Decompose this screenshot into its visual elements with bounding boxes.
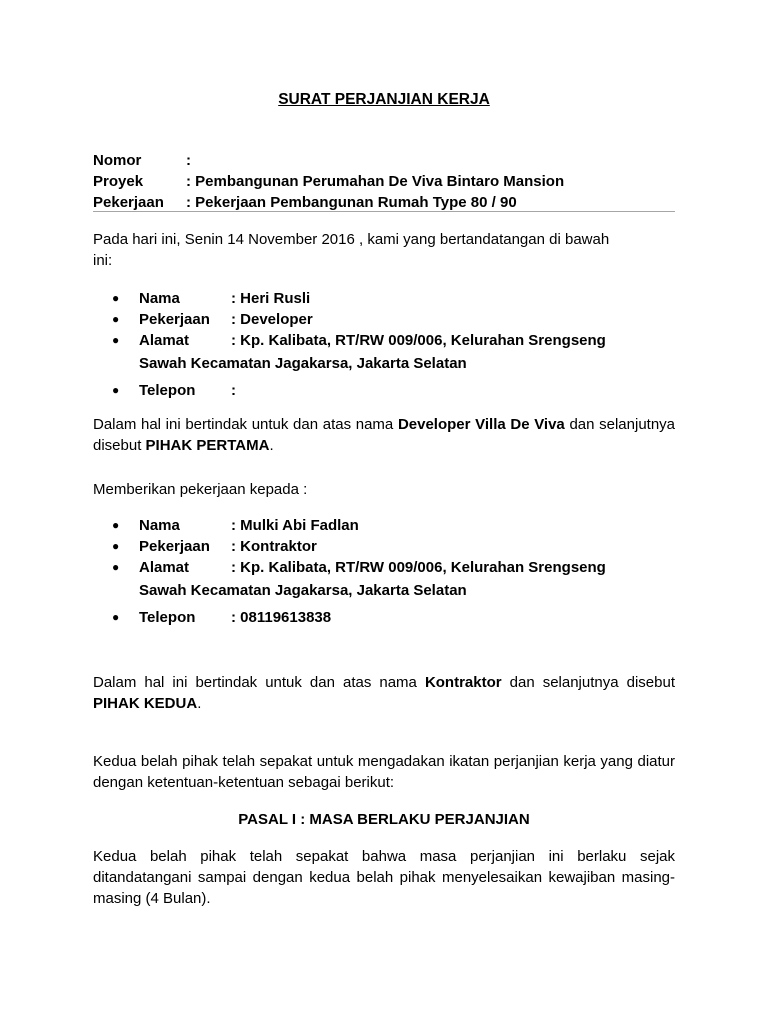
header-label-pekerjaan: Pekerjaan [93,194,164,211]
party-two-telepon-label: Telepon [139,609,196,626]
party-one-alamat-continued: Sawah Kecamatan Jagakarsa, Jakarta Selatan [139,355,467,372]
header-value-proyek: : Pembangunan Perumahan De Viva Bintaro Mansion [186,173,565,190]
party-one-nama-label: Nama [139,290,180,307]
bullet-icon: ● [112,312,120,326]
party-one-list [112,288,672,401]
party-two-telepon-value: : 08119613838 [231,609,332,626]
list-item [112,557,672,578]
bullet-icon: ● [112,383,120,397]
party-one-alamat-label: Alamat [139,332,190,349]
pasal-one-paragraph: Kedua belah pihak telah sepakat bahwa masa perjanjian ini berlaku sejak ditandatangani sampai dengan kedua belah pihak menyelesaikan kewajiban masing-masing (4 Bulan). [93,848,675,907]
header-row-proyek [93,171,675,192]
header-row-pekerjaan [93,192,675,213]
bullet-icon: ● [112,291,120,305]
party-two-role-bold: PIHAK KEDUA [93,695,198,712]
list-item [112,288,672,309]
agreement-paragraph: Kedua belah pihak telah sepakat untuk mengadakan ikatan perjanjian kerja yang diatur dengan ketentuan-ketentuan sebagai berikut: [93,753,675,791]
header-value-nomor: : [186,152,191,169]
party-one-telepon-value: : [231,382,236,399]
intro-line-1: Pada hari ini, Senin 14 November 2016 , kami yang bertandatangan di bawah [93,231,610,248]
party-two-pekerjaan-label: Pekerjaan [139,538,210,555]
list-item [112,607,672,628]
party-two-paragraph-end: . [197,695,202,712]
bullet-icon: ● [112,539,120,553]
bullet-icon: ● [112,518,120,532]
party-one-paragraph-text: Dalam hal ini bertindak untuk dan atas nama [93,416,398,433]
party-two-list [112,515,672,628]
party-two-alamat-continued: Sawah Kecamatan Jagakarsa, Jakarta Selatan [139,582,467,599]
list-item [112,536,672,557]
party-one-alamat-value: : Kp. Kalibata, RT/RW 009/006, Kelurahan Srengseng [231,332,606,349]
party-two-pekerjaan-value: : Kontraktor [231,538,317,555]
header-label-nomor: Nomor [93,152,142,169]
party-one-nama-value: : Heri Rusli [231,290,311,307]
bullet-icon: ● [112,610,120,624]
bullet-icon: ● [112,560,120,574]
party-one-paragraph-mid: dan selanjutnya disebut [93,416,676,454]
party-one-pekerjaan-value: : Developer [231,311,313,328]
party-two-nama-label: Nama [139,517,180,534]
party-one-role-bold: PIHAK PERTAMA [145,437,270,454]
header-divider [93,211,675,212]
party-two-name-bold: Kontraktor [424,674,502,691]
list-item [112,380,672,401]
party-one-paragraph [93,414,675,456]
party-one-name-bold: Developer Villa De Viva [397,416,565,433]
party-one-paragraph-end: . [269,437,274,454]
header-label-proyek: Proyek [93,173,144,190]
party-one-telepon-label: Telepon [139,382,196,399]
party-two-nama-value: : Mulki Abi Fadlan [231,517,359,534]
document-title: SURAT PERJANJIAN KERJA [278,91,490,108]
party-two-paragraph-text: Dalam hal ini bertindak untuk dan atas nama [93,674,425,691]
party-two-alamat-value: : Kp. Kalibata, RT/RW 009/006, Kelurahan Srengseng [231,559,606,576]
party-two-alamat-label: Alamat [139,559,190,576]
bullet-icon: ● [112,333,120,347]
header-row-nomor [93,150,675,171]
intro-paragraph [93,229,675,271]
list-item [112,309,672,330]
list-item [112,330,672,351]
giving-line: Memberikan pekerjaan kepada : [93,481,308,498]
party-one-pekerjaan-label: Pekerjaan [139,311,210,328]
party-two-paragraph-mid: dan selanjutnya disebut [501,674,675,691]
header-value-pekerjaan: : Pekerjaan Pembangunan Rumah Type 80 / 90 [186,194,517,211]
list-item [112,515,672,536]
intro-line-2: ini: [93,252,113,269]
pasal-one-heading: PASAL I : MASA BERLAKU PERJANJIAN [238,811,530,828]
party-two-paragraph [93,672,675,714]
document-header [93,150,675,213]
